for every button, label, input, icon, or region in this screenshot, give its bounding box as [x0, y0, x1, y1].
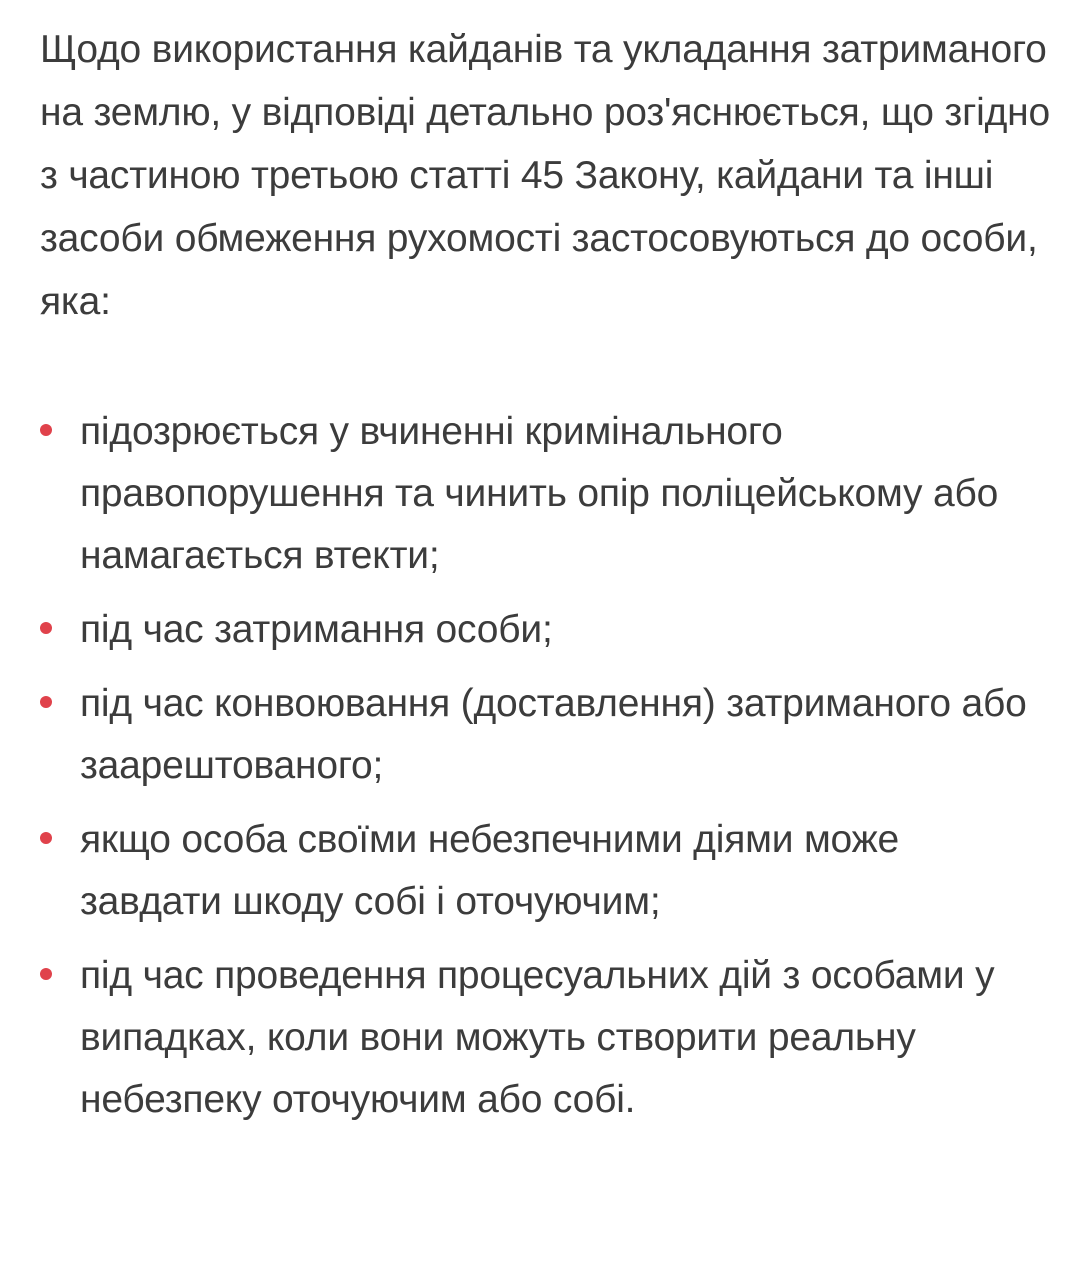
list-item [40, 809, 1050, 933]
list-item-text: підозрюється у вчиненні кримінального правопорушення та чинить опір поліцейському або намагається втекти; [80, 410, 999, 577]
article-body [40, 18, 1050, 1143]
list-item-text: якщо особа своїми небезпечними діями може завдати шкоду собі і оточуючим; [80, 818, 899, 923]
list-item [40, 599, 1050, 661]
list-item-text: під час затримання особи; [80, 608, 553, 651]
bullet-dot-icon [40, 968, 52, 980]
bullet-dot-icon [40, 622, 52, 634]
list-item [40, 945, 1050, 1131]
bullet-dot-icon [40, 424, 52, 436]
bullet-dot-icon [40, 832, 52, 844]
list-item [40, 401, 1050, 587]
list-item-text: під час конвоювання (доставлення) затриманого або заарештованого; [80, 682, 1027, 787]
intro-paragraph: Щодо використання кайданів та укладання затриманого на землю, у відповіді детально роз'яснюється, що згідно з частиною третьою статті 45 Закону, кайдани та інші засоби обмеження рухомості застосовуються до особи, яка: [40, 28, 1050, 323]
list-item-text: під час проведення процесуальних дій з особами у випадках, коли вони можуть створити реальну небезпеку оточуючим або собі. [80, 954, 995, 1121]
bullet-dot-icon [40, 696, 52, 708]
bullet-list [40, 401, 1050, 1131]
list-item [40, 673, 1050, 797]
